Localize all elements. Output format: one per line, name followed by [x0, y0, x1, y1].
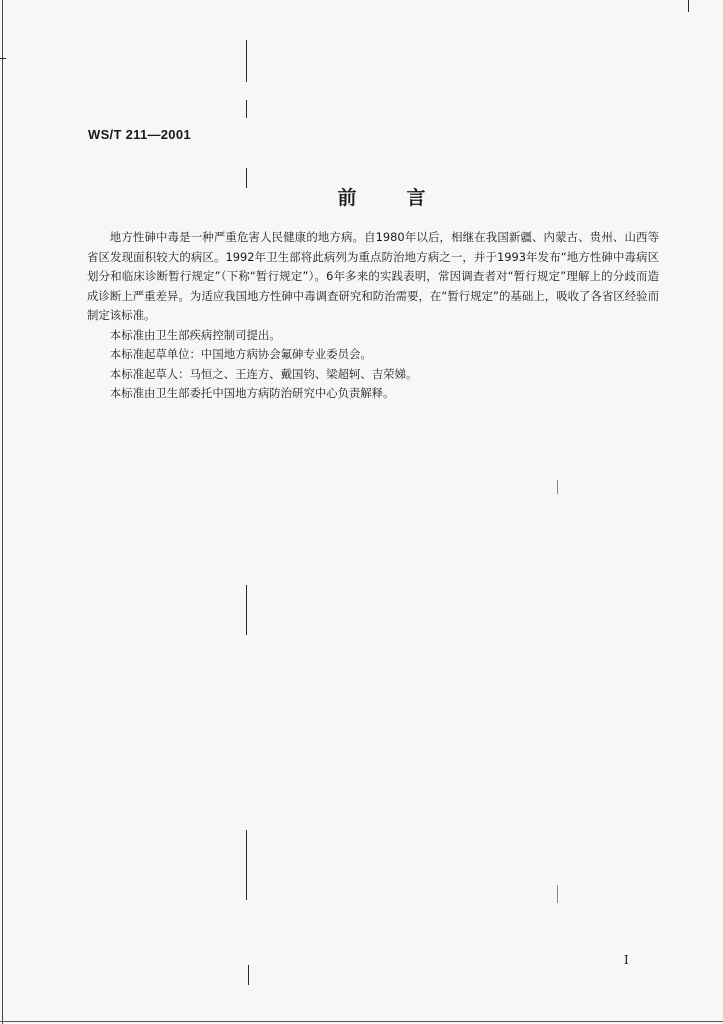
- title-char-left: 前: [337, 187, 357, 209]
- scan-artifact-line: [557, 885, 558, 903]
- scan-artifact-line: [0, 1021, 723, 1022]
- paragraph-interpretation: 本标准由卫生部委托中国地方病防治研究中心负责解释。: [109, 386, 395, 400]
- title-char-right: 言: [406, 187, 426, 209]
- scan-artifact-line: [2, 0, 3, 1024]
- scan-artifact-line: [246, 100, 247, 118]
- scan-artifact-line: [246, 830, 247, 900]
- paragraph-intro: 地方性砷中毒是一种严重危害人民健康的地方病。自1980年以后，相继在我国新疆、内蒙古、贵州、山西等省区发现面积较大的病区。1992年卫生部将此病列为重点防治地方病之一，并于1993年发布“地方性砷中毒病区划分和临床诊断暂行规定”（下称“暂行规定”）。6年多来的实践表明，常因调查者对“暂行规定”理解上的分歧而造成诊断上严重差异。为适应我国地方性砷中毒调查研究和防治需要，在“暂行规定”的基础上，吸收了各省区经验而制定该标准。: [87, 230, 659, 322]
- paragraph-proposer: 本标准由卫生部疾病控制司提出。: [109, 327, 281, 342]
- page-title: [0, 183, 723, 210]
- standard-code: WS/T 211—2001: [88, 127, 191, 142]
- scan-artifact-line: [246, 40, 247, 82]
- scan-artifact-line: [0, 58, 6, 59]
- scan-artifact-line: [557, 480, 558, 494]
- paragraph-drafting-unit: 本标准起草单位：中国地方病协会氟砷专业委员会。: [109, 347, 372, 361]
- paragraph-drafters: 本标准起草人：马恒之、王连方、戴国钧、梁超轲、吉荣娣。: [109, 366, 418, 381]
- page-number: I: [624, 953, 629, 967]
- scan-artifact-line: [248, 965, 249, 985]
- scan-artifact-line: [688, 0, 689, 12]
- scan-artifact-line: [246, 585, 247, 635]
- foreword-body: [87, 228, 659, 404]
